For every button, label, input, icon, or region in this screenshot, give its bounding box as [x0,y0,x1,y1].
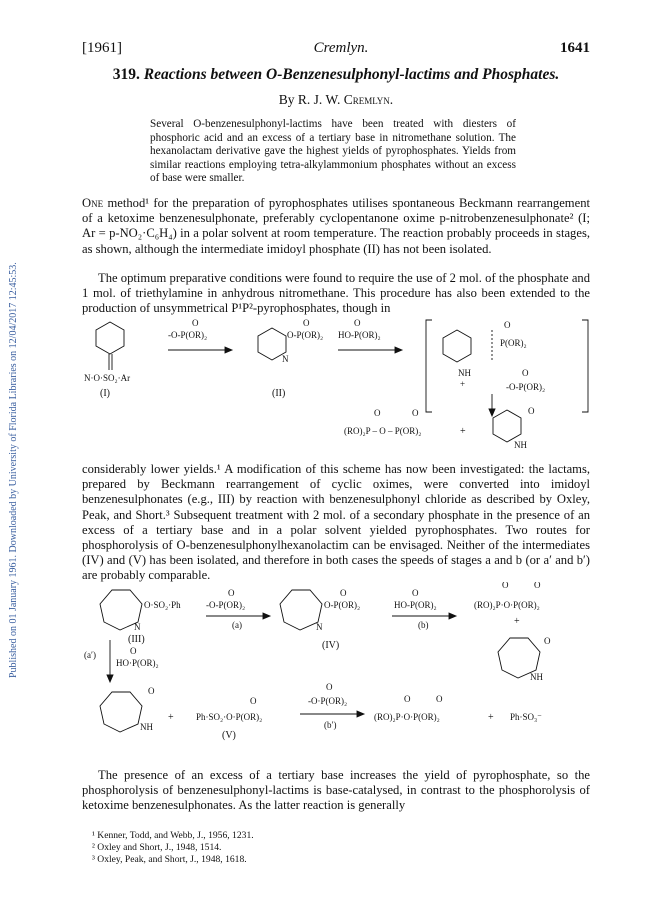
phosphoryl-o: O [192,318,199,328]
article-title [82,66,590,84]
label-V: (V) [222,730,236,741]
lactam-o-top: O [544,636,551,646]
ring-n-III: N [134,622,141,632]
footnote-2: ² Oxley and Short, J., 1948, 1514. [92,842,222,853]
lactam-o-bottom: O [148,686,155,696]
footnote-1: ¹ Kenner, Todd, and Webb, J., 1956, 1231. [92,830,254,841]
pyro-o-left: O [502,582,509,590]
pyrophosphate-bottom: (RO)₂P·O·P(OR)₂ [374,712,440,722]
right-bracket [582,320,588,412]
reaction-scheme-1 [82,316,590,452]
header-page-number: 1641 [559,40,590,56]
reagent-a-prime: HO·P(OR)₂ [116,658,159,668]
byline-name: Cremlyn. [343,92,394,107]
header-author: Cremlyn. [313,40,369,56]
ester-o-IV: O [340,588,347,598]
benzenesulfonate-anion: Ph·SO₃⁻ [510,712,542,722]
pyro-o-right: O [534,582,541,590]
byline [82,92,590,108]
label-IV: (IV) [322,640,340,651]
lactam-ring-bottom [100,692,142,732]
step-a: (a) [232,620,242,630]
plus-bottom-1: + [168,712,174,723]
sulfonate-group: O·SO₂·Ph [144,600,181,610]
mixed-o: O [250,696,257,706]
ester-group-IV: O-P(OR)₂ [324,600,361,610]
reagent-b-prime: -O·P(OR)₂ [308,696,348,706]
ester-o: O [303,318,310,328]
paragraph-1 [82,196,590,257]
plus-top: + [514,616,520,627]
article-number: 319. [112,66,140,83]
plus-bottom-2: + [488,712,494,723]
reagent-2-o: O [354,318,361,328]
step-b-prime: (b′) [324,720,337,730]
download-notice: Published on 01 January 1961. Downloaded by University of Florida Libraries on 12/04/2017 12:45:53. [8,262,19,678]
header-year: [1961] [82,40,122,56]
reagent-diester: HO-P(OR)₂ [338,330,381,340]
label-III: (III) [128,634,145,645]
arrow-2-head [395,347,402,353]
paragraph-2: The optimum preparative conditions were found to require the use of 2 mol. of the phosphate and 1 mol. of triethylamine in anhydrous nitromethane. This procedure has also been extended to the production of unsymmetrical P¹P²-pyrophosphates, though in [82,271,590,316]
article-title-text: Reactions between O-Benzenesulphonyl-lactims and Phosphates. [143,66,560,83]
ts-anion-o: O [522,368,529,378]
arrow-b-head [449,613,456,619]
reagent-b: HO-P(OR)₂ [394,600,437,610]
arrow-a-head [263,613,270,619]
lactam-o: O [528,406,535,416]
pyro2-o-left: O [404,694,411,704]
pyro2-o-right: O [436,694,443,704]
paragraph-1-lead: One [82,196,104,210]
running-header [82,40,590,57]
ts-nh: NH [458,368,471,378]
lactam-nh-top: NH [530,672,543,682]
paragraph-4: The presence of an excess of a tertiary base increases the yield of pyrophosphate, so the phosphorolysis of benzenesulphonyl-lactims is base-catalysed, in contrast to the phosphorolysis of ketoxime benzenesulphonates. As the latter reaction is generally [82,768,590,813]
ts-down-arrowhead [489,409,495,416]
reagent-a-prime-o: O [130,646,137,656]
cyclopentane-ring [96,322,124,354]
reaction-scheme-2 [82,582,590,752]
product-o-left: O [374,408,381,418]
ts-ring [443,330,471,362]
reagent-a-o: O [228,588,235,598]
left-bracket [426,320,432,412]
step-a-prime: (a′) [84,650,96,660]
lactam-nh: NH [514,440,527,450]
mixed-anhydride: Ph·SO₂·O·P(OR)₂ [196,712,263,722]
reagent-a: -O-P(OR)₂ [206,600,246,610]
lactam-nh-bottom: NH [140,722,153,732]
product-plus: + [460,426,466,437]
arrow-1-head [225,347,232,353]
reagent-b-prime-o: O [326,682,333,692]
pyrophosphate-product: (RO)₂P – O – P(OR)₂ [344,426,422,436]
oxime-substituent: N·O·SO₂·Ar [84,373,131,383]
ring-n-IV: N [316,622,323,632]
ts-o: O [504,320,511,330]
reagent-b-o: O [412,588,419,598]
arrow-b-prime-head [357,711,364,717]
paragraph-3: considerably lower yields.¹ A modification of this scheme has now been investigated: the lactams, prepared by Beckmann rearrangement of cyclic oximes, were converted into imidoyl benzenesulphonates (e.g., III) by reaction with benzenesulphonyl chloride as described by Oxley, Peak, and Short.³ Subsequent treatment with 2 mol. of a secondary phosphate in the presence of an excess of a tertiary base and in a polar solvent yielded pyrophosphates. Two routes for phosphorolysis of O-benzenesulphonylhexanolactim can be envisaged. Neither of the intermediates (IV) and (V) has been isolated, and therefore in both cases the speeds of stages a and b (or a′ and b′) are probably comparable. [82,462,590,583]
abstract: Several O-benzenesulphonyl-lactims have been treated with diesters of phosphoric acid and an excess of a tertiary base in nitromethane solution. The hexanolactam derivative gave the highest yields of pyrophosphates. Yields from similar reactions employing tetra-alkylammonium phosphates without an excess of base were smaller. [150,118,516,185]
ts-phosphorus: P(OR)₂ [500,338,527,348]
arrow-a-prime-head [107,675,113,682]
paragraph-1-text: method¹ for the preparation of pyrophosphates utilises spontaneous Beckmann rearrangement of a ketoxime benzenesulphonate, preferably cyclopentanone oxime p-nitrobenzenesulphonate² (I; Ar = p-NO₂·C₆H₄) in a polar solvent at room temperature. The reaction probably proceeds in stages, as shown, although the intermediate imidoyl phosphate (II) has not been isolated. [82,196,590,256]
ts-anion: -O-P(OR)₂ [506,382,546,392]
imidoyl-n: N [282,354,289,364]
label-II: (II) [272,388,286,399]
byline-prefix: By R. J. W. [278,92,341,107]
pyrophosphate-top: (RO)₂P·O·P(OR)₂ [474,600,540,610]
reagent-phosphate-anion: -O-P(OR)₂ [168,330,208,340]
footnote-3: ³ Oxley, Peak, and Short, J., 1948, 1618. [92,854,247,865]
label-I: (I) [100,388,110,399]
ts-plus: + [460,379,466,389]
product-o-right: O [412,408,419,418]
step-b: (b) [418,620,429,630]
lactam-ring [493,410,521,442]
imidoyl-ester-group: O-P(OR)₂ [287,330,324,340]
